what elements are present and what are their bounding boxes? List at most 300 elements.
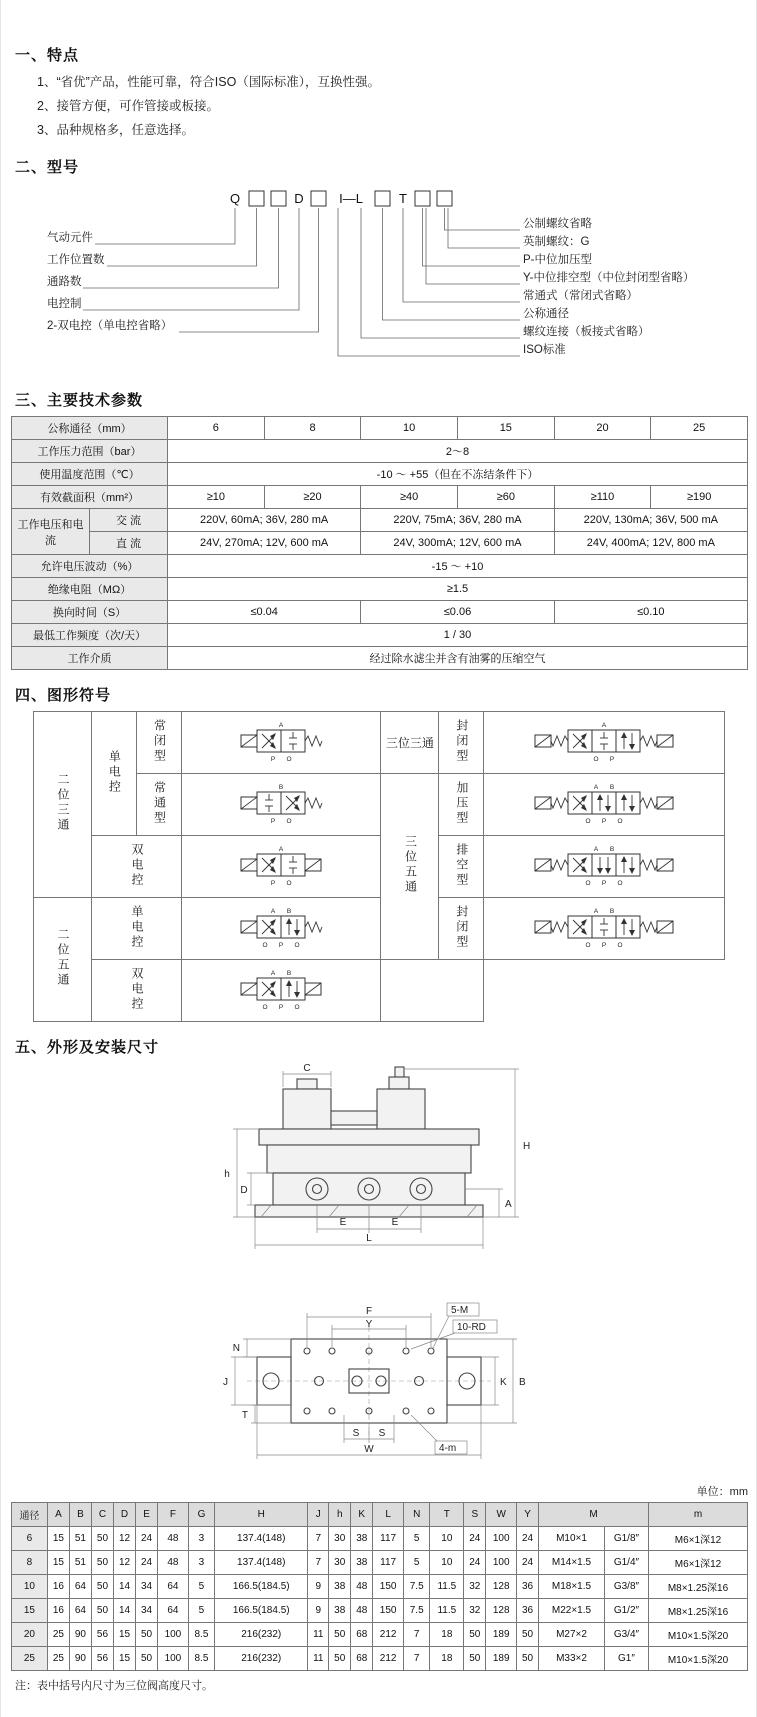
dim-label: 10-RD bbox=[456, 1322, 486, 1334]
row-header-cell: 6 bbox=[12, 1527, 48, 1551]
dimension-cell: 90 bbox=[69, 1623, 91, 1647]
column-header: T bbox=[430, 1503, 464, 1527]
param-cell: 24V, 270mA; 12V, 600 mA bbox=[168, 532, 361, 555]
table-row bbox=[12, 624, 748, 647]
row-header-cell: 8 bbox=[12, 1551, 48, 1575]
table-row bbox=[12, 486, 748, 509]
dimension-table bbox=[11, 1502, 748, 1671]
table-row bbox=[12, 417, 748, 440]
model-right-label: Y-中位排空型（中位封闭型省略） bbox=[523, 272, 695, 285]
model-code-box bbox=[311, 191, 326, 206]
dimension-cell: 100 bbox=[158, 1623, 189, 1647]
dimension-row bbox=[12, 1575, 748, 1599]
svg-text:B: B bbox=[287, 908, 292, 916]
column-header: K bbox=[351, 1503, 373, 1527]
column-header: B bbox=[69, 1503, 91, 1527]
svg-text:P: P bbox=[271, 818, 276, 826]
svg-text:A: A bbox=[594, 784, 599, 792]
param-cell: 20 bbox=[554, 417, 651, 440]
dimension-cell: M27×2 bbox=[539, 1623, 605, 1647]
dimension-cell: 25 bbox=[47, 1647, 69, 1671]
svg-text:O: O bbox=[262, 1004, 268, 1012]
dimension-cell: 30 bbox=[329, 1527, 351, 1551]
svg-text:A: A bbox=[602, 722, 607, 730]
row-label: 换向时间（S） bbox=[12, 601, 168, 624]
model-left-label: 工作位置数 bbox=[47, 254, 105, 267]
param-cell: 6 bbox=[168, 417, 265, 440]
row-header-cell: 25 bbox=[12, 1647, 48, 1671]
subgroup-cell: 单电控 bbox=[91, 712, 136, 836]
model-code-diagram bbox=[11, 183, 748, 375]
param-cell: ≥110 bbox=[554, 486, 651, 509]
symbol-cell bbox=[182, 774, 381, 836]
variant-cell: 排空型 bbox=[439, 836, 484, 898]
dimension-cell: 50 bbox=[136, 1623, 158, 1647]
dimension-cell: 128 bbox=[486, 1575, 517, 1599]
table-row bbox=[12, 601, 748, 624]
svg-text:O: O bbox=[585, 880, 591, 888]
dimension-cell: 50 bbox=[329, 1647, 351, 1671]
dimension-cell: 64 bbox=[69, 1575, 91, 1599]
dimension-cell: 38 bbox=[351, 1527, 373, 1551]
dimension-cell: G1/2″ bbox=[604, 1599, 648, 1623]
model-right-label: 公称通径 bbox=[523, 308, 569, 321]
row-sublabel: 直 流 bbox=[90, 532, 168, 555]
svg-text:P: P bbox=[279, 942, 284, 950]
svg-text:P: P bbox=[602, 942, 607, 950]
dimension-cell: 7.5 bbox=[404, 1599, 430, 1623]
row-header-cell: 15 bbox=[12, 1599, 48, 1623]
dimension-cell: 11.5 bbox=[430, 1599, 464, 1623]
graphic-symbols-table bbox=[33, 711, 725, 1022]
dimension-cell: 24 bbox=[464, 1551, 486, 1575]
table-row bbox=[12, 532, 748, 555]
group-cell: 三位三通 bbox=[381, 712, 439, 774]
dimension-cell: G3/8″ bbox=[604, 1575, 648, 1599]
dimension-cell: 90 bbox=[69, 1647, 91, 1671]
dimension-cell: 34 bbox=[136, 1575, 158, 1599]
row-label: 使用温度范围（℃） bbox=[12, 463, 168, 486]
dimension-cell: 68 bbox=[351, 1647, 373, 1671]
dimension-cell: 24 bbox=[517, 1551, 539, 1575]
dim-label: E bbox=[339, 1217, 346, 1229]
svg-text:O: O bbox=[286, 818, 292, 826]
param-cell: 24V, 400mA; 12V, 800 mA bbox=[554, 532, 747, 555]
param-cell: 8 bbox=[264, 417, 361, 440]
param-cell: 220V, 75mA; 36V, 280 mA bbox=[361, 509, 554, 532]
svg-text:O: O bbox=[286, 756, 292, 764]
svg-text:O: O bbox=[617, 880, 623, 888]
dimension-cell: 50 bbox=[91, 1599, 113, 1623]
table-row bbox=[34, 898, 725, 960]
dimension-row bbox=[12, 1647, 748, 1671]
dim-label: h bbox=[223, 1169, 230, 1181]
section-title-features: 一、特点 bbox=[15, 47, 80, 64]
dimension-cell: M18×1.5 bbox=[539, 1575, 605, 1599]
dimension-cell: 212 bbox=[373, 1647, 404, 1671]
dimension-cell: 50 bbox=[136, 1647, 158, 1671]
svg-text:P: P bbox=[279, 1004, 284, 1012]
dimension-cell: 7 bbox=[308, 1551, 329, 1575]
technical-parameters-table bbox=[11, 416, 748, 670]
variant-cell: 常通型 bbox=[136, 774, 181, 836]
model-left-label: 通路数 bbox=[47, 276, 82, 289]
svg-text:O: O bbox=[585, 942, 591, 950]
dimension-cell: M6×1深12 bbox=[648, 1527, 747, 1551]
svg-text:P: P bbox=[271, 880, 276, 888]
dimension-cell: 38 bbox=[329, 1599, 351, 1623]
dim-label: T bbox=[241, 1410, 248, 1422]
param-cell: 10 bbox=[361, 417, 458, 440]
dimension-cell: 8.5 bbox=[188, 1623, 214, 1647]
dim-label: A bbox=[504, 1199, 512, 1211]
symbol-cell bbox=[182, 712, 381, 774]
table-row bbox=[12, 555, 748, 578]
row-label: 允许电压波动（%） bbox=[12, 555, 168, 578]
dim-label: H bbox=[522, 1141, 530, 1153]
dimension-cell: 166.5(184.5) bbox=[215, 1599, 308, 1623]
dimension-cell: 64 bbox=[69, 1599, 91, 1623]
dimension-cell: 50 bbox=[464, 1647, 486, 1671]
dimension-cell: G1/4″ bbox=[604, 1551, 648, 1575]
feature-item: 1、“省优”产品，性能可靠，符合ISO（国际标准），互换性强。 bbox=[37, 75, 381, 89]
model-letter: D bbox=[294, 191, 304, 207]
dimension-cell: 16 bbox=[47, 1599, 69, 1623]
dimension-cell: 7.5 bbox=[404, 1575, 430, 1599]
valve-symbol-2-5-single-icon bbox=[186, 900, 376, 954]
svg-text:B: B bbox=[610, 908, 615, 916]
dimension-cell: 12 bbox=[113, 1551, 135, 1575]
svg-text:O: O bbox=[585, 818, 591, 826]
dim-label: S bbox=[378, 1428, 385, 1440]
svg-text:O: O bbox=[286, 880, 292, 888]
dim-label: L bbox=[365, 1233, 372, 1245]
dim-label: 5-M bbox=[450, 1305, 468, 1317]
group-cell: 二位三通 bbox=[34, 712, 92, 898]
dimension-cell: 11 bbox=[308, 1647, 329, 1671]
dimension-cell: 166.5(184.5) bbox=[215, 1575, 308, 1599]
dimension-row bbox=[12, 1551, 748, 1575]
dim-label: S bbox=[352, 1428, 359, 1440]
dimension-cell: 50 bbox=[517, 1623, 539, 1647]
dimension-cell: 48 bbox=[351, 1575, 373, 1599]
model-letter: Q bbox=[229, 191, 241, 207]
dimension-cell: 18 bbox=[430, 1647, 464, 1671]
param-cell: ≥1.5 bbox=[168, 578, 748, 601]
dimension-cell: 24 bbox=[136, 1551, 158, 1575]
column-header: W bbox=[486, 1503, 517, 1527]
dim-label: D bbox=[239, 1185, 248, 1197]
dim-label: B bbox=[518, 1377, 526, 1389]
table-row bbox=[34, 836, 725, 898]
dimension-cell: 216(232) bbox=[215, 1647, 308, 1671]
dimension-cell: G1/8″ bbox=[604, 1527, 648, 1551]
dimension-cell: 30 bbox=[329, 1551, 351, 1575]
dimension-cell: 25 bbox=[47, 1623, 69, 1647]
dimension-cell: 7 bbox=[404, 1647, 430, 1671]
svg-text:B: B bbox=[610, 784, 615, 792]
dimension-cell: 3 bbox=[188, 1551, 214, 1575]
symbol-cell bbox=[484, 774, 725, 836]
param-cell: 经过除水滤尘并含有油雾的压缩空气 bbox=[168, 647, 748, 670]
dimension-cell: G1″ bbox=[604, 1647, 648, 1671]
svg-text:O: O bbox=[262, 942, 268, 950]
dimension-cell: G3/4″ bbox=[604, 1623, 648, 1647]
model-code-box bbox=[249, 191, 264, 206]
dimension-cell: 56 bbox=[91, 1623, 113, 1647]
row-label: 最低工作频度（次/天） bbox=[12, 624, 168, 647]
table-row bbox=[12, 440, 748, 463]
dimension-cell: 100 bbox=[158, 1647, 189, 1671]
column-header: Y bbox=[517, 1503, 539, 1527]
model-right-label: 常通式（常闭式省略） bbox=[523, 290, 638, 303]
feature-item: 2、接管方便，可作管接或板接。 bbox=[37, 98, 219, 113]
column-header: J bbox=[308, 1503, 329, 1527]
dimension-cell: 9 bbox=[308, 1599, 329, 1623]
row-sublabel: 交 流 bbox=[90, 509, 168, 532]
column-header: 通径 bbox=[12, 1503, 48, 1527]
dim-label: C bbox=[302, 1063, 311, 1075]
column-header: M bbox=[539, 1503, 649, 1527]
svg-text:O: O bbox=[294, 1004, 300, 1012]
dimension-row bbox=[12, 1527, 748, 1551]
dim-label: F bbox=[365, 1306, 372, 1318]
dimension-cell: 48 bbox=[158, 1551, 189, 1575]
dimension-cell: 51 bbox=[69, 1551, 91, 1575]
dimension-cell: 24 bbox=[464, 1527, 486, 1551]
dimension-cell: M8×1.25深16 bbox=[648, 1599, 747, 1623]
dimension-cell: 5 bbox=[188, 1599, 214, 1623]
dimension-cell: 50 bbox=[91, 1551, 113, 1575]
dimension-cell: 128 bbox=[486, 1599, 517, 1623]
dimension-cell: 15 bbox=[113, 1623, 135, 1647]
dimension-cell: 11 bbox=[308, 1623, 329, 1647]
table-row bbox=[12, 463, 748, 486]
dimension-cell: 150 bbox=[373, 1575, 404, 1599]
dim-label: J bbox=[222, 1377, 228, 1389]
symbol-cell bbox=[182, 836, 381, 898]
dimension-row bbox=[12, 1623, 748, 1647]
outline-drawings bbox=[11, 1063, 746, 1477]
valve-bottom-view-drawing bbox=[199, 1299, 559, 1477]
dimension-cell: 51 bbox=[69, 1527, 91, 1551]
dimension-cell: 32 bbox=[464, 1599, 486, 1623]
section-title-model: 二、型号 bbox=[15, 159, 80, 177]
row-label: 工作电压和电流 bbox=[12, 509, 90, 555]
dimension-cell: 56 bbox=[91, 1647, 113, 1671]
model-left-label: 气动元件 bbox=[47, 232, 93, 245]
variant-cell: 封闭型 bbox=[439, 898, 484, 960]
row-label: 有效截面积（mm²） bbox=[12, 486, 168, 509]
dimension-cell: 38 bbox=[329, 1575, 351, 1599]
features-list bbox=[37, 71, 746, 142]
feature-item: 3、品种规格多，任意选择。 bbox=[37, 122, 194, 137]
table-row bbox=[12, 647, 748, 670]
param-cell: ≥60 bbox=[457, 486, 554, 509]
row-header-cell: 10 bbox=[12, 1575, 48, 1599]
table-row bbox=[12, 578, 748, 601]
column-header: H bbox=[215, 1503, 308, 1527]
dimension-cell: M10×1.5深20 bbox=[648, 1623, 747, 1647]
table-row bbox=[34, 774, 725, 836]
dim-label: E bbox=[391, 1217, 398, 1229]
dimension-cell: 15 bbox=[113, 1647, 135, 1671]
valve-front-view-drawing bbox=[199, 1063, 559, 1299]
valve-symbol-3-5-pressure-icon bbox=[488, 776, 720, 830]
svg-text:O: O bbox=[593, 756, 599, 764]
table-row bbox=[34, 712, 725, 774]
dimension-cell: 10 bbox=[430, 1551, 464, 1575]
valve-symbol-2-3-nc-icon bbox=[186, 714, 376, 768]
param-cell: 1 / 30 bbox=[168, 624, 748, 647]
dimension-cell: 68 bbox=[351, 1623, 373, 1647]
dimension-cell: 216(232) bbox=[215, 1623, 308, 1647]
svg-text:A: A bbox=[271, 908, 276, 916]
param-cell: 15 bbox=[457, 417, 554, 440]
param-cell: 24V, 300mA; 12V, 600 mA bbox=[361, 532, 554, 555]
dimension-cell: 38 bbox=[351, 1551, 373, 1575]
dimension-cell: 189 bbox=[486, 1647, 517, 1671]
dimension-cell: 14 bbox=[113, 1575, 135, 1599]
dimension-table-header-row bbox=[12, 1503, 748, 1527]
dimension-cell: 48 bbox=[351, 1599, 373, 1623]
param-cell: 220V, 60mA; 36V, 280 mA bbox=[168, 509, 361, 532]
dimension-cell: 5 bbox=[188, 1575, 214, 1599]
svg-text:P: P bbox=[602, 880, 607, 888]
dimension-cell: 50 bbox=[91, 1527, 113, 1551]
column-header: S bbox=[464, 1503, 486, 1527]
section-title-symbols: 四、图形符号 bbox=[15, 687, 112, 705]
dimension-cell: 100 bbox=[486, 1551, 517, 1575]
symbol-cell bbox=[484, 712, 725, 774]
section-title-params: 三、主要技术参数 bbox=[15, 392, 144, 410]
subgroup-cell: 双电控 bbox=[91, 836, 181, 898]
param-cell: ≤0.10 bbox=[554, 601, 747, 624]
dimension-cell: 64 bbox=[158, 1575, 189, 1599]
dimension-cell: 14 bbox=[113, 1599, 135, 1623]
dimension-cell: 7 bbox=[308, 1527, 329, 1551]
model-right-label: P-中位加压型 bbox=[523, 254, 592, 267]
svg-text:A: A bbox=[279, 846, 284, 854]
dimension-cell: 189 bbox=[486, 1623, 517, 1647]
dim-label: Y bbox=[365, 1319, 372, 1331]
valve-symbol-3-5-closed-icon bbox=[488, 900, 720, 954]
dimension-cell: 12 bbox=[113, 1527, 135, 1551]
column-header: D bbox=[113, 1503, 135, 1527]
svg-text:B: B bbox=[279, 784, 284, 792]
row-label: 工作介质 bbox=[12, 647, 168, 670]
svg-text:A: A bbox=[594, 846, 599, 854]
dimension-cell: 48 bbox=[158, 1527, 189, 1551]
row-header-cell: 20 bbox=[12, 1623, 48, 1647]
symbol-cell bbox=[484, 836, 725, 898]
table-row bbox=[12, 509, 748, 532]
dimension-cell: M10×1 bbox=[539, 1527, 605, 1551]
column-header: h bbox=[329, 1503, 351, 1527]
model-left-label: 电控制 bbox=[47, 298, 82, 311]
model-letter: I—L bbox=[339, 191, 363, 207]
model-right-label: 英制螺纹：G bbox=[523, 236, 590, 249]
dimension-cell: 7 bbox=[404, 1623, 430, 1647]
dim-label: N bbox=[232, 1343, 240, 1355]
variant-cell: 加压型 bbox=[439, 774, 484, 836]
dimension-cell: 150 bbox=[373, 1599, 404, 1623]
variant-cell: 封闭型 bbox=[439, 712, 484, 774]
svg-text:O: O bbox=[617, 942, 623, 950]
svg-text:O: O bbox=[617, 818, 623, 826]
column-header: L bbox=[373, 1503, 404, 1527]
dimension-cell: 34 bbox=[136, 1599, 158, 1623]
valve-symbol-2-3-double-icon bbox=[186, 838, 376, 892]
subgroup-cell: 单电控 bbox=[91, 898, 181, 960]
column-header: G bbox=[188, 1503, 214, 1527]
group-cell: 二位五通 bbox=[34, 898, 92, 1022]
section-title-dimensions: 五、外形及安装尺寸 bbox=[15, 1039, 160, 1057]
dimension-cell: 137.4(148) bbox=[215, 1527, 308, 1551]
dimension-cell: 15 bbox=[47, 1551, 69, 1575]
model-code-box bbox=[415, 191, 430, 206]
group-cell: 三位五通 bbox=[381, 774, 439, 960]
svg-text:O: O bbox=[294, 942, 300, 950]
column-header: E bbox=[136, 1503, 158, 1527]
unit-note: 单位：mm bbox=[696, 1486, 748, 1499]
dimension-cell: 5 bbox=[404, 1551, 430, 1575]
dimension-cell: M22×1.5 bbox=[539, 1599, 605, 1623]
svg-text:B: B bbox=[287, 970, 292, 978]
model-code-box bbox=[437, 191, 452, 206]
row-label: 工作压力范围（bar） bbox=[12, 440, 168, 463]
row-label: 公称通径（mm） bbox=[12, 417, 168, 440]
valve-symbol-3-5-exhaust-icon bbox=[488, 838, 720, 892]
dimension-cell: 32 bbox=[464, 1575, 486, 1599]
dimension-cell: 212 bbox=[373, 1623, 404, 1647]
dimension-cell: 50 bbox=[329, 1623, 351, 1647]
dimension-cell: M8×1.25深16 bbox=[648, 1575, 747, 1599]
model-letter: T bbox=[399, 191, 407, 207]
table-row bbox=[34, 960, 725, 1022]
dimension-cell: 137.4(148) bbox=[215, 1551, 308, 1575]
dimension-cell: 11.5 bbox=[430, 1575, 464, 1599]
param-cell: ≥20 bbox=[264, 486, 361, 509]
param-cell: 2～8 bbox=[168, 440, 748, 463]
dimension-cell: M10×1.5深20 bbox=[648, 1647, 747, 1671]
dimension-cell: 36 bbox=[517, 1575, 539, 1599]
svg-text:P: P bbox=[271, 756, 276, 764]
symbol-cell bbox=[182, 960, 381, 1022]
param-cell: -10 ～ +55（但在不冻结条件下） bbox=[168, 463, 748, 486]
param-cell: 220V, 130mA; 36V, 500 mA bbox=[554, 509, 747, 532]
column-header: N bbox=[404, 1503, 430, 1527]
model-right-label: 螺纹连接（板接式省略） bbox=[523, 326, 650, 339]
empty-cell bbox=[381, 960, 484, 1022]
model-left-label: 2-双电控（单电控省略） bbox=[47, 320, 173, 333]
dimension-cell: 8.5 bbox=[188, 1647, 214, 1671]
svg-text:B: B bbox=[610, 846, 615, 854]
param-cell: ≤0.04 bbox=[168, 601, 361, 624]
param-cell: ≥190 bbox=[651, 486, 748, 509]
param-cell: ≥40 bbox=[361, 486, 458, 509]
dimension-cell: 100 bbox=[486, 1527, 517, 1551]
column-header: m bbox=[648, 1503, 747, 1527]
row-label: 绝缘电阻（MΩ） bbox=[12, 578, 168, 601]
dimension-cell: 9 bbox=[308, 1575, 329, 1599]
dimension-cell: 18 bbox=[430, 1623, 464, 1647]
svg-text:A: A bbox=[594, 908, 599, 916]
dimension-cell: 16 bbox=[47, 1575, 69, 1599]
svg-text:A: A bbox=[279, 722, 284, 730]
variant-cell: 常闭型 bbox=[136, 712, 181, 774]
svg-text:P: P bbox=[602, 818, 607, 826]
